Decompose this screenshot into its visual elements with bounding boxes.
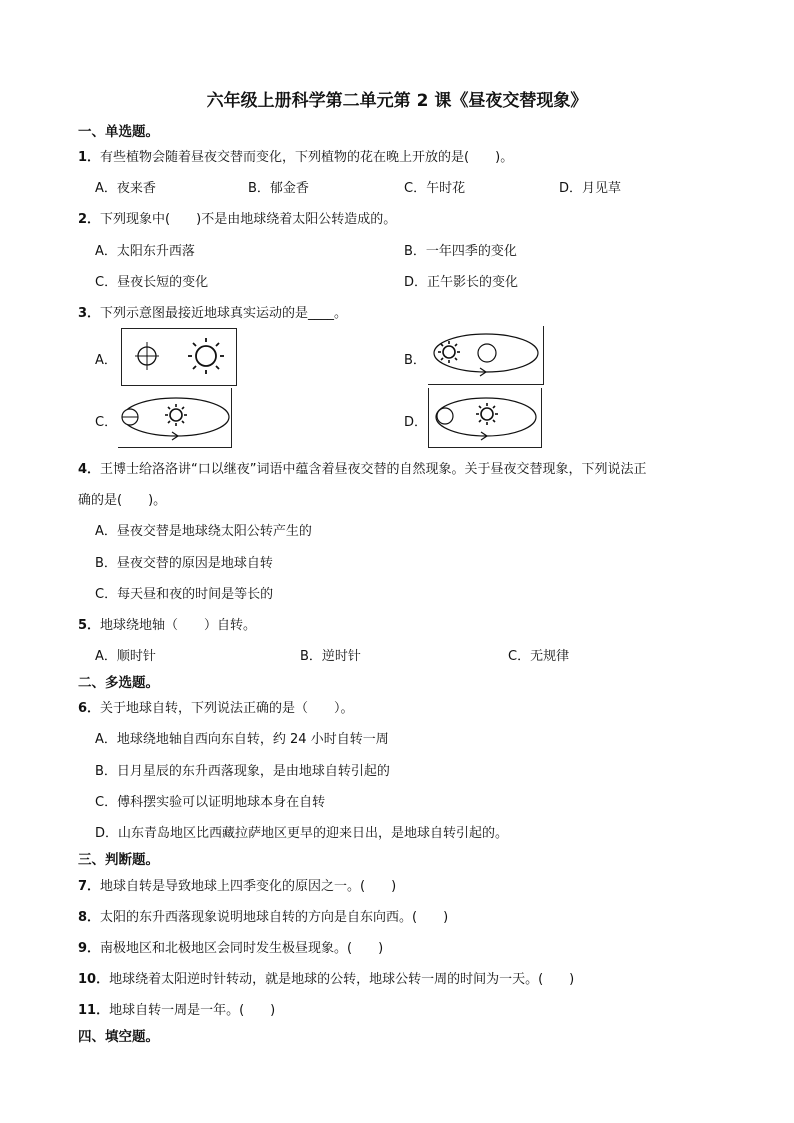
- q6-option-c[interactable]: C．傅科摆实验可以证明地球本身在自转: [95, 795, 326, 810]
- q5-option-b[interactable]: B．逆时针: [300, 649, 361, 664]
- q6-option-a[interactable]: A．地球绕地轴自西向东自转，约 24 小时自转一周: [95, 732, 389, 747]
- question-8: [78, 906, 448, 925]
- question-11: [78, 999, 275, 1018]
- q6-option-b[interactable]: B．日月星辰的东升西落现象，是由地球自转引起的: [95, 764, 390, 779]
- question-text: 有些植物会随着昼夜交替而变化，下列植物的花在晚上开放的是( )。: [100, 150, 514, 165]
- question-9: [78, 937, 383, 956]
- page-title: 六年级上册科学第二单元第 2 课《昼夜交替现象》: [206, 91, 588, 111]
- question-text: 下列示意图最接近地球真实运动的是____。: [100, 306, 348, 321]
- sun-icon: [438, 341, 460, 363]
- earth-icon: [437, 408, 453, 424]
- question-number: 10．: [78, 972, 110, 987]
- sun-icon: [476, 403, 498, 425]
- q2-option-a[interactable]: A．太阳东升西落: [95, 244, 195, 259]
- question-text: 南极地区和北极地区会同时发生极昼现象。( ): [100, 941, 384, 956]
- question-text: 太阳的东升西落现象说明地球自转的方向是自东向西。( ): [100, 910, 449, 925]
- question-2: [78, 208, 396, 227]
- question-text: 地球自转一周是一年。( ): [109, 1003, 276, 1018]
- q3-option-a[interactable]: A．: [95, 353, 117, 368]
- q3-figure-d[interactable]: [428, 388, 542, 448]
- question-number: 11．: [78, 1003, 110, 1018]
- q3-figure-c[interactable]: [118, 388, 232, 448]
- section-heading-true-false: 三、判断题。: [78, 852, 159, 868]
- question-5: [78, 614, 256, 633]
- question-number: 7．: [78, 879, 101, 894]
- question-text: 王博士给洛洛讲“口以继夜”词语中蕴含着昼夜交替的自然现象。关于昼夜交替现象，下列说法正: [100, 462, 647, 477]
- earth-icon: [478, 344, 496, 362]
- q3-option-b[interactable]: B．: [404, 353, 426, 368]
- earth-icon: [122, 409, 138, 425]
- orbit-ellipse: [123, 398, 229, 436]
- question-number: 3．: [78, 306, 101, 321]
- section-heading-multi-choice: 二、多选题。: [78, 675, 159, 691]
- sun-icon: [165, 404, 187, 426]
- q6-option-d[interactable]: D．山东青岛地区比西藏拉萨地区更早的迎来日出，是地球自转引起的。: [95, 826, 509, 841]
- question-text: 关于地球自转，下列说法正确的是（ ）。: [100, 701, 354, 716]
- q4-option-b[interactable]: B．昼夜交替的原因是地球自转: [95, 556, 273, 571]
- q2-option-d[interactable]: D．正午影长的变化: [404, 275, 519, 290]
- q1-option-b[interactable]: B．郁金香: [248, 181, 309, 196]
- question-4-line-2: 确的是( )。: [78, 493, 167, 508]
- sun-icon: [188, 338, 224, 374]
- question-number: 8．: [78, 910, 101, 925]
- question-10: [78, 968, 574, 987]
- question-6: [78, 697, 354, 716]
- q1-option-c[interactable]: C．午时花: [404, 181, 466, 196]
- q3-option-c[interactable]: C．: [95, 415, 118, 430]
- question-1: [78, 146, 513, 165]
- q5-option-c[interactable]: C．无规律: [508, 649, 570, 664]
- q1-option-a[interactable]: A．夜来香: [95, 181, 156, 196]
- q4-option-a[interactable]: A．昼夜交替是地球绕太阳公转产生的: [95, 524, 312, 539]
- question-text: 地球绕地轴（ ）自转。: [100, 618, 257, 633]
- q1-option-d[interactable]: D．月见草: [559, 181, 622, 196]
- question-number: 6．: [78, 701, 101, 716]
- q3-option-d[interactable]: D．: [404, 415, 428, 430]
- q2-option-c[interactable]: C．昼夜长短的变化: [95, 275, 209, 290]
- question-text: 下列现象中( )不是由地球绕着太阳公转造成的。: [100, 212, 397, 227]
- q3-figure-b[interactable]: [428, 326, 544, 385]
- question-number: 1．: [78, 150, 101, 165]
- question-3: [78, 302, 347, 321]
- q2-option-b[interactable]: B．一年四季的变化: [404, 244, 517, 259]
- earth-icon: [135, 342, 159, 370]
- question-4: [78, 458, 647, 477]
- section-heading-fill-blank: 四、填空题。: [78, 1029, 159, 1045]
- question-number: 5．: [78, 618, 101, 633]
- question-7: [78, 875, 396, 894]
- q5-option-a[interactable]: A．顺时针: [95, 649, 156, 664]
- question-text: 地球绕着太阳逆时针转动，就是地球的公转，地球公转一周的时间为一天。( ): [109, 972, 575, 987]
- question-text: 地球自转是导致地球上四季变化的原因之一。( ): [100, 879, 397, 894]
- section-heading-single-choice: 一、单选题。: [78, 124, 159, 140]
- question-number: 9．: [78, 941, 101, 956]
- q3-figure-a[interactable]: [121, 328, 237, 386]
- q4-option-c[interactable]: C．每天昼和夜的时间是等长的: [95, 587, 274, 602]
- question-number: 2．: [78, 212, 101, 227]
- question-number: 4．: [78, 462, 101, 477]
